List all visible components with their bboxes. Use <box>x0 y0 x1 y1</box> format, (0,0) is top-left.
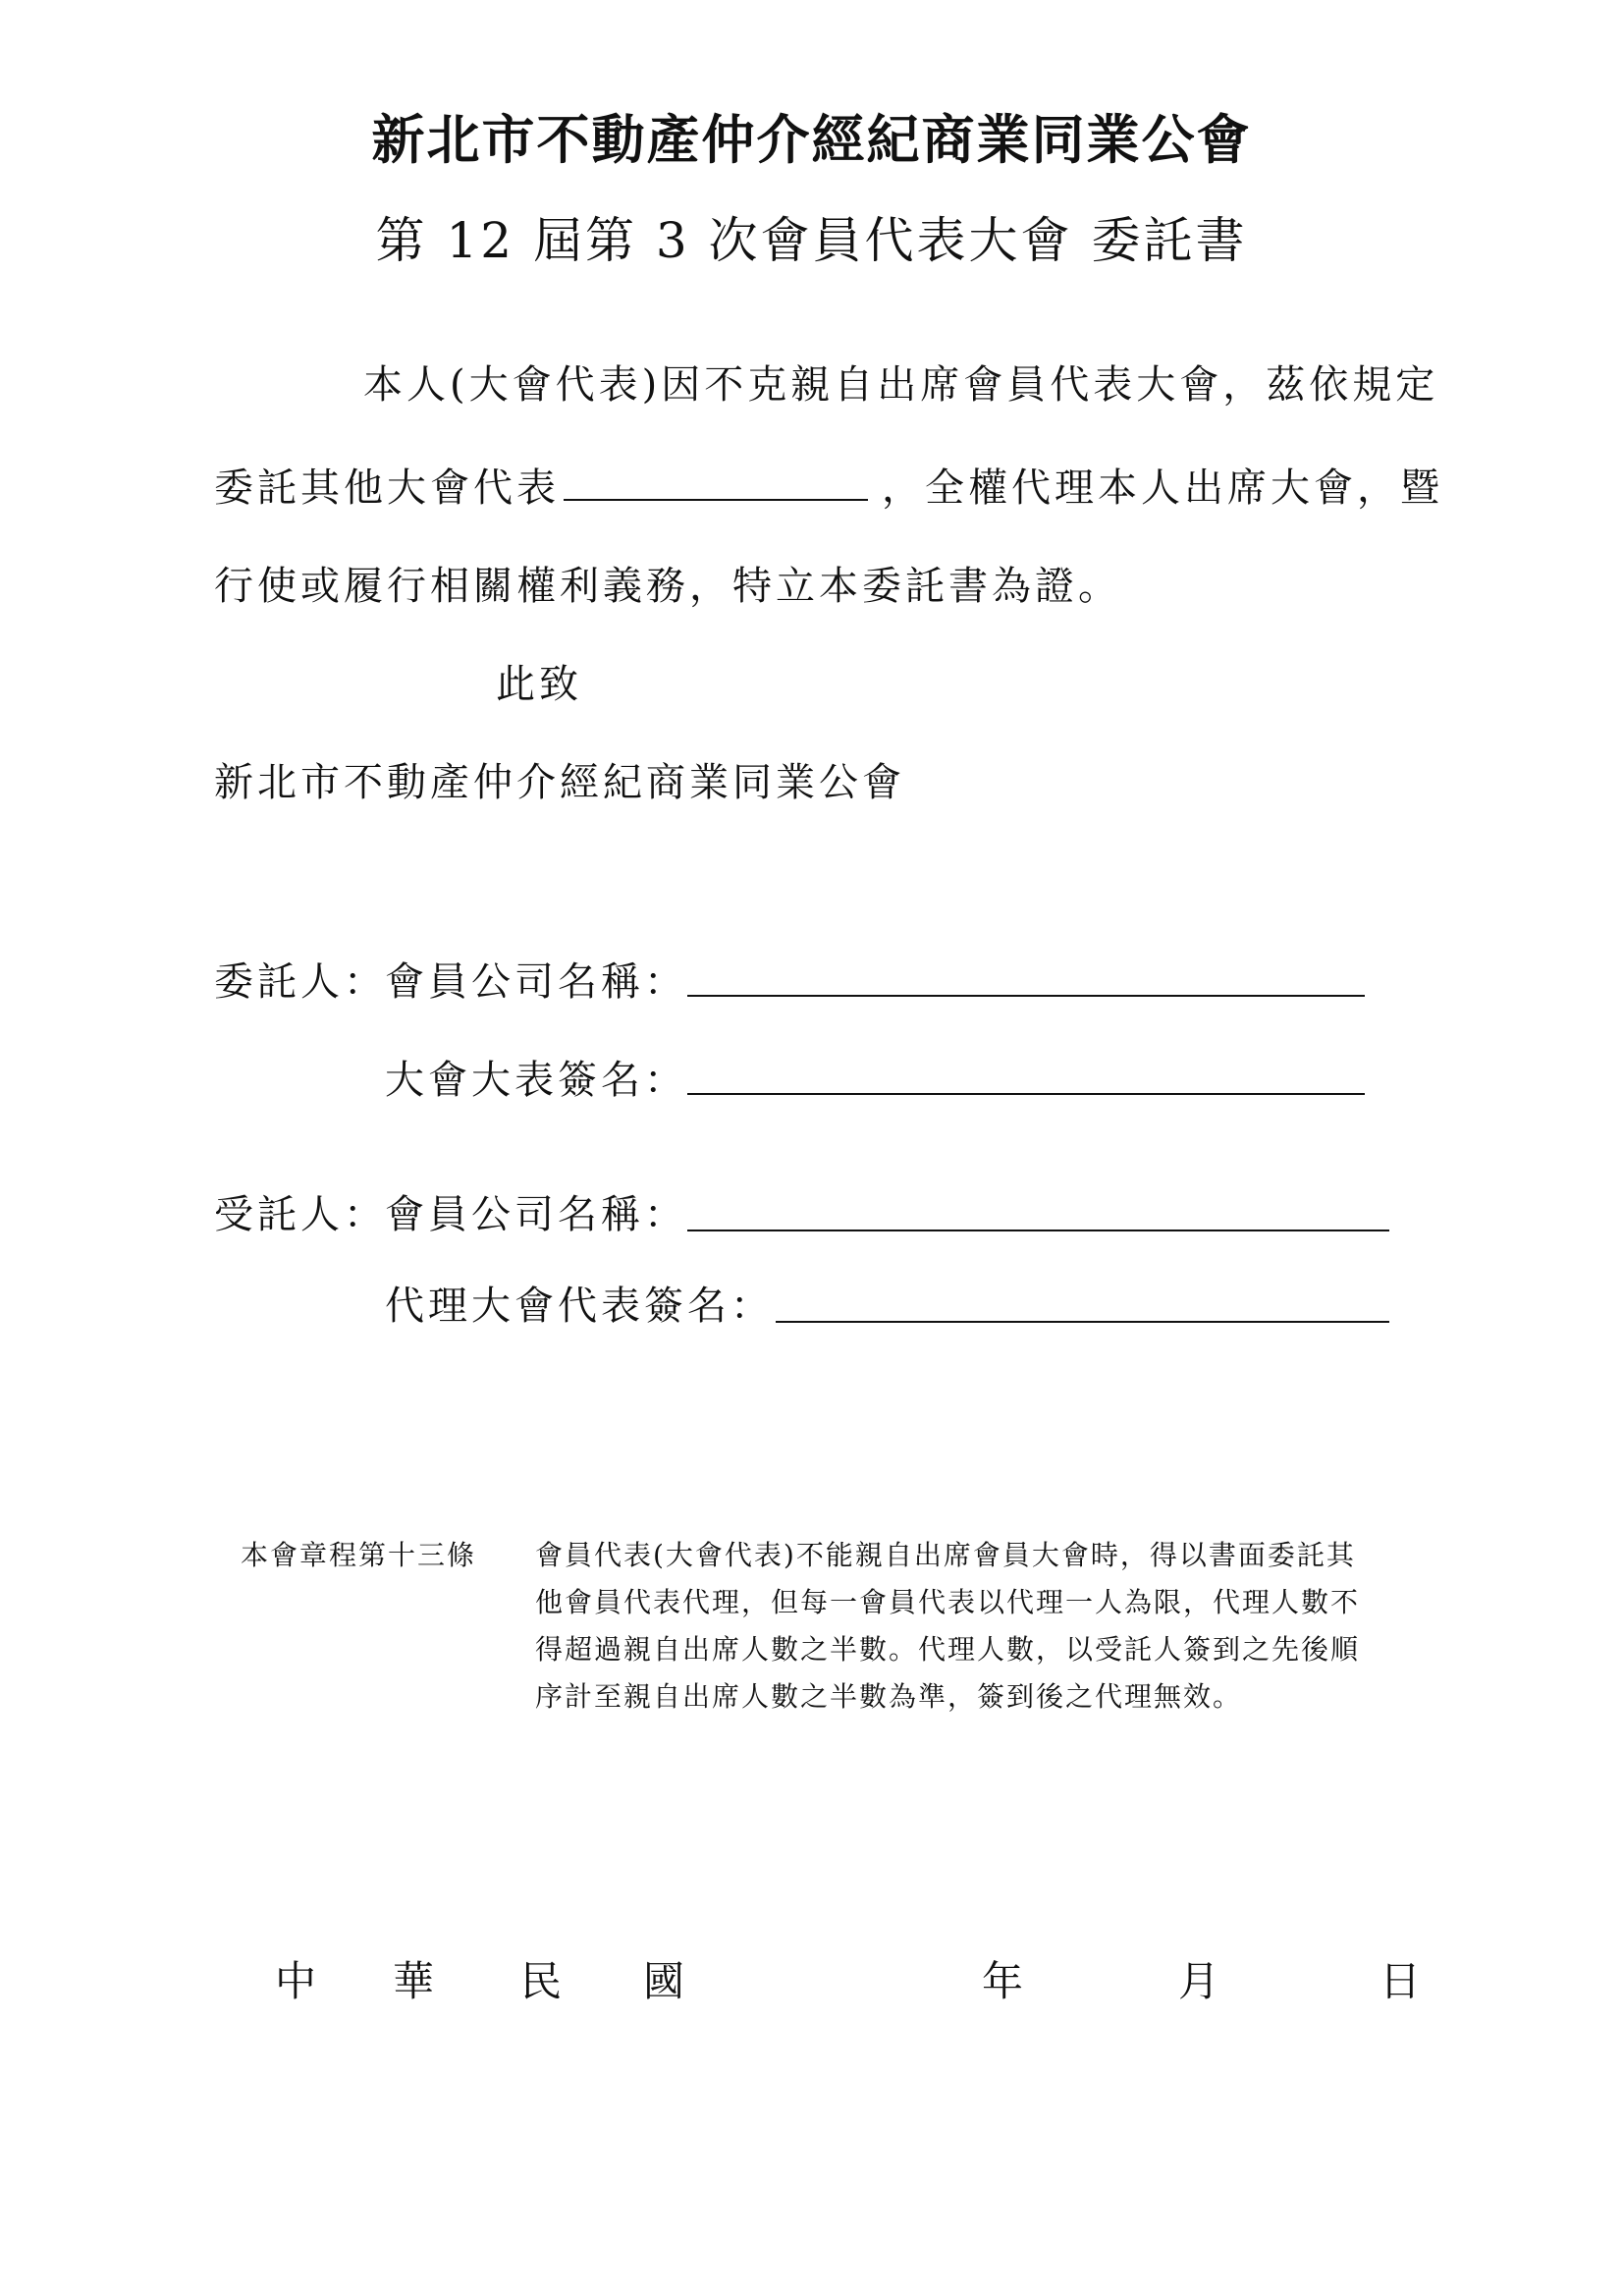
date-era-char-1: 中 <box>275 1957 317 2005</box>
date-day-label: 日 <box>1380 1957 1422 2005</box>
proxy-company-label: 會員公司名稱： <box>385 1192 687 1237</box>
principal-sign-label: 大會大表簽名： <box>385 1058 687 1103</box>
date-month-label: 月 <box>1178 1957 1220 2005</box>
bylaw-text <box>535 1532 1478 1721</box>
body-line-2-before: 委託其他大會代表 <box>214 465 560 511</box>
recipient: 新北市不動產仲介經紀商業同業公會 <box>214 760 905 805</box>
date-era-char-3: 民 <box>520 1957 563 2005</box>
principal-role-label: 委託人： <box>214 959 387 1005</box>
proxy-signature-field[interactable] <box>776 1321 1389 1323</box>
date-era-char-4: 國 <box>643 1957 685 2005</box>
body-line-2-after: ，全權代理本人出席大會，暨 <box>882 465 1443 511</box>
body-line-3: 行使或履行相關權利義務，特立本委託書為證。 <box>214 564 1121 609</box>
principal-signature-field[interactable] <box>687 1093 1365 1095</box>
salutation: 此致 <box>496 662 582 707</box>
proxy-role-label: 受託人： <box>214 1192 387 1237</box>
proxy-name-blank[interactable] <box>564 462 868 501</box>
principal-company-field[interactable] <box>687 995 1365 997</box>
bylaw-reference: 本會章程第十三條 <box>241 1539 477 1571</box>
bylaw-line: 他會員代表代理，但每一會員代表以代理一人為限，代理人數不 <box>535 1586 1361 1618</box>
bylaw-line: 得超過親自出席人數之半數。代理人數，以受託人簽到之先後順 <box>535 1633 1361 1666</box>
date-era-char-2: 華 <box>393 1957 435 2005</box>
document-subtitle: 第 12 屆第 3 次會員代表大會 委託書 <box>375 212 1248 269</box>
document-title: 新北市不動產仲介經紀商業同業公會 <box>371 109 1252 171</box>
date-year-label: 年 <box>982 1957 1024 2005</box>
body-line-1: 本人(大會代表)因不克親自出席會員代表大會，茲依規定 <box>363 362 1439 408</box>
proxy-sign-label: 代理大會代表簽名： <box>385 1284 774 1329</box>
principal-company-label: 會員公司名稱： <box>385 959 687 1005</box>
body-line-2 <box>214 457 1443 513</box>
proxy-company-field[interactable] <box>687 1230 1389 1231</box>
bylaw-line: 會員代表(大會代表)不能親自出席會員大會時，得以書面委託其 <box>535 1539 1356 1571</box>
bylaw-line: 序計至親自出席人數之半數為準，簽到後之代理無效。 <box>535 1680 1243 1713</box>
